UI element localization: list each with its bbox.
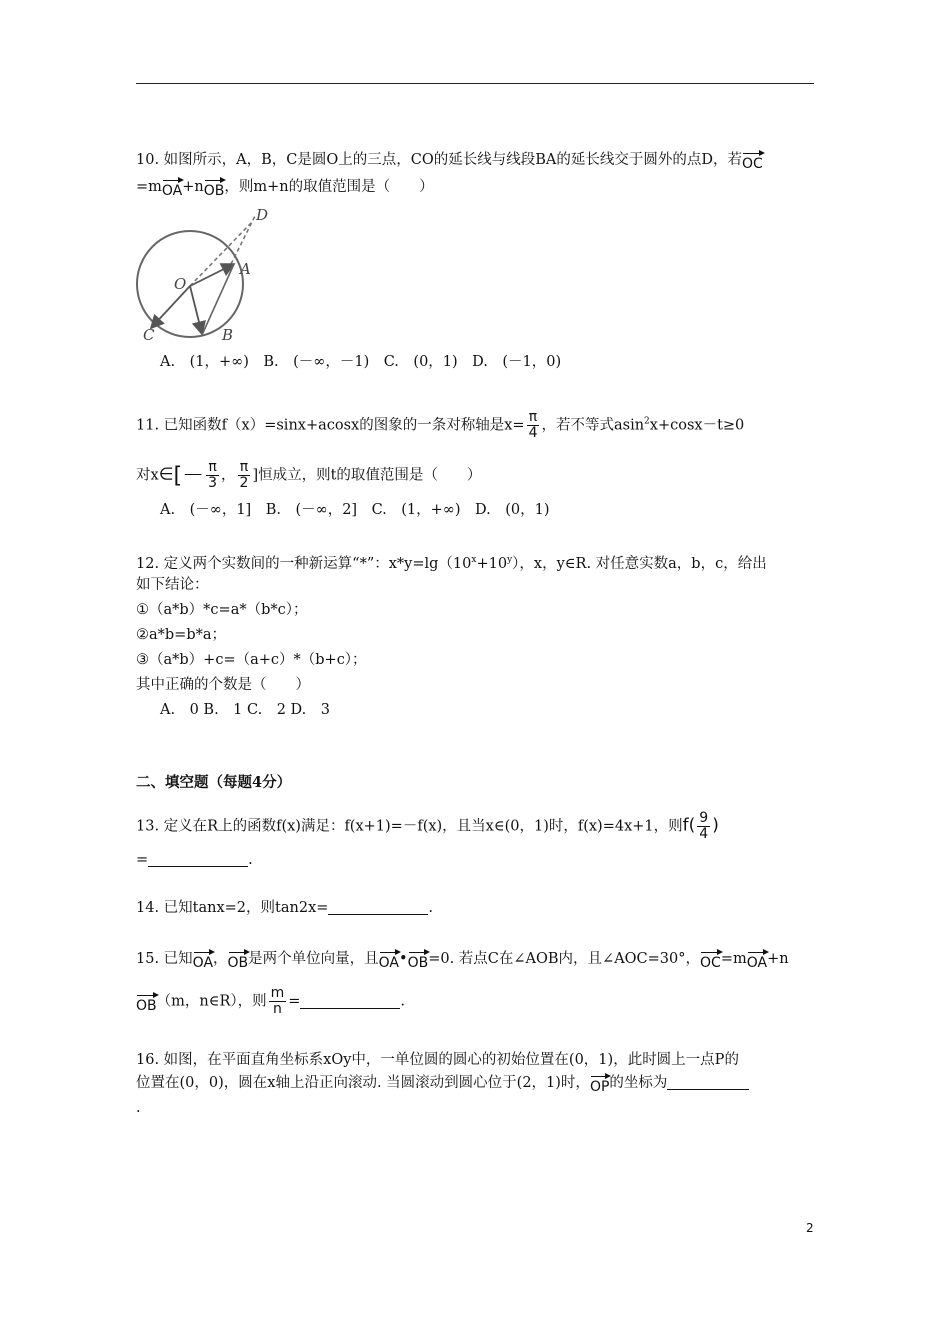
header-rule — [136, 83, 814, 84]
circle-figure — [134, 204, 274, 344]
label-o: O — [174, 275, 187, 293]
q10-options: A. (1，+∞) B. (－∞，－1) C. (0，1) D. (－1，0) — [160, 354, 562, 370]
q12-options: A. 0 B. 1 C. 2 D. 3 — [160, 702, 330, 718]
q12-conclusion-1: ①（a*b）*c=a*（b*c）； — [136, 602, 308, 618]
segment-ba — [202, 264, 234, 335]
vector-oa: OA — [162, 178, 182, 198]
q15-line2: OB（m，n∈R），则 $\frac{m}{n}$ = . — [136, 985, 406, 1017]
m-over-n: $\frac{m}{n}$ — [270, 985, 285, 1017]
answer-blank-16[interactable] — [667, 1075, 749, 1090]
q12-conclusion-2: ②a*b=b*a； — [136, 627, 227, 643]
q12-conclusion-3: ③（a*b）+c=（a+c）*（b+c）； — [136, 652, 367, 668]
q10-line1: 10. 如图所示，A，B，C是圆O上的三点，CO的延长线与线段BA的延长线交于圆外的点D，若OC — [136, 152, 763, 172]
vector-oc: OC — [700, 950, 721, 970]
label-a: A — [240, 260, 251, 278]
q11-line2: 对x∈[－ $\frac{\pi}{3}$ ， $\frac{\pi}{2}$ ]恒成立，则t的取值范围是（ ） — [136, 459, 482, 491]
q12-line6: 其中正确的个数是（ ） — [136, 677, 310, 693]
label-b: B — [222, 326, 234, 344]
q11-options: A. (－∞，1] B. (－∞，2] C. (1，+∞) D. (0，1) — [160, 502, 550, 518]
vector-ob: OB — [204, 178, 225, 198]
q13-line2: = . — [136, 852, 253, 868]
q14-line: 14. 已知tanx=2，则tan2x= . — [136, 900, 434, 916]
nine-over-four: $\frac{9}{4}$ — [699, 810, 709, 842]
q12-line1: 12. 定义两个实数间的一种新运算“*”：$x*y=\lg(10^x+10^y)$，x，y∈R. 对任意实数a，b，c，给出 — [136, 555, 767, 572]
q12-line2: 如下结论： — [136, 577, 209, 593]
page-number: 2 — [806, 1221, 814, 1235]
q11-line1: 11. 已知函数f（x）=sinx+acosx的图象的一条对称轴是x= $\frac{\pi}{4}$ ，若不等式asin$^2$x+cosx－t≥0 — [136, 409, 745, 441]
q16-line3: . — [136, 1100, 141, 1116]
circle-o — [137, 231, 243, 337]
vector-ob-arrow — [190, 286, 202, 334]
q16-line2: 位置在(0，0)，圆在x轴上沿正向滚动. 当圆滚动到圆心位于(2，1)时，OP的坐标为 — [136, 1073, 749, 1094]
pi-over-4: $\frac{\pi}{4}$ — [528, 409, 538, 441]
answer-blank-14[interactable] — [328, 900, 428, 915]
section-heading: 二、填空题（每题4分） — [136, 774, 292, 791]
vector-oa-arrow — [190, 264, 234, 286]
vector-ob-2: OB — [408, 950, 429, 970]
q13-line1: 13. 定义在R上的函数f(x)满足：f(x+1)=－f(x)，且当x∈(0，1)时，f(x)=4x+1，则f( $\frac{9}{4}$ ) — [136, 810, 719, 842]
pi-over-2: $\frac{\pi}{2}$ — [239, 459, 249, 491]
vector-op: OP — [590, 1074, 609, 1094]
label-d: D — [256, 206, 269, 224]
vector-ob-3: OB — [136, 993, 157, 1013]
vector-oa: OA — [193, 950, 213, 970]
vector-oc: OC — [742, 151, 763, 171]
vector-oa-3: OA — [747, 950, 767, 970]
vector-ob: OB — [228, 950, 249, 970]
answer-blank-15[interactable] — [300, 994, 400, 1009]
vector-oa-2: OA — [379, 950, 399, 970]
answer-blank-13[interactable] — [148, 852, 248, 867]
pi-over-3: $\frac{\pi}{3}$ — [208, 459, 218, 491]
q15-line1: 15. 已知OA，OB是两个单位向量，且OA•OB=0. 若点C在∠AOB内，且∠AOC=30°，OC=mOA+n — [136, 951, 789, 971]
label-c: C — [143, 326, 155, 344]
q16-line1: 16. 如图，在平面直角坐标系xOy中，一单位圆的圆心的初始位置在(0，1)，此时圆上一点P的 — [136, 1052, 739, 1068]
q10-line2: =mOA+nOB，则m+n的取值范围是（ ） — [136, 179, 434, 199]
